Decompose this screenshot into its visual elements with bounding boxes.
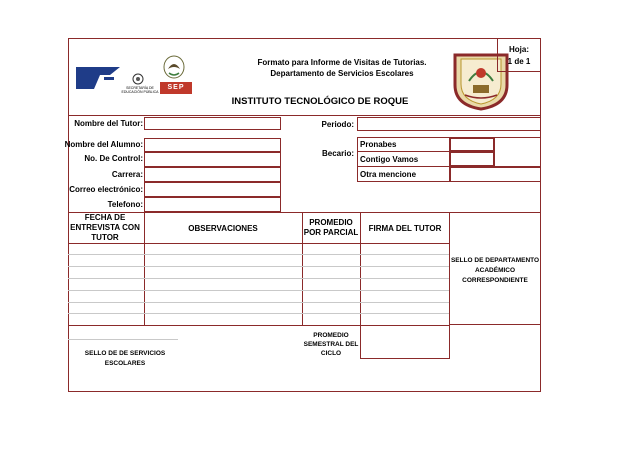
col-fecha-line3: TUTOR (91, 233, 119, 242)
stamp-line2: ACADÉMICO (474, 267, 516, 274)
promedio-semestral-line1: PROMEDIO (313, 332, 349, 339)
form-title-line1: Formato para Informe de Visitas de Tutorias. (257, 58, 427, 67)
col-firma-header: FIRMA DEL TUTOR (368, 224, 442, 233)
telefono-label: Telefono: (107, 200, 143, 209)
sep-caption-line2: EDUCACIÓN PÚBLICA (121, 90, 159, 94)
correo-label: Correo electrónico: (69, 185, 143, 194)
sheet-value: 1 de 1 (507, 57, 531, 66)
stamp-line1: SELLO DE DEPARTAMENTO (450, 257, 540, 264)
table-header-bottom (68, 243, 450, 244)
becario-label: Becario: (321, 149, 354, 158)
becario-divider-v2 (494, 137, 495, 167)
table-vline-2 (302, 212, 303, 325)
col-fecha-line2: ENTREVISTA CON (70, 223, 140, 232)
control-label: No. De Control: (84, 154, 143, 163)
sep-small-seal-icon (132, 72, 144, 84)
sep-caption (120, 86, 160, 94)
promedio-semestral-field[interactable] (360, 325, 450, 359)
becario-option-1: Pronabes (360, 140, 397, 149)
promedio-semestral-label (302, 331, 360, 358)
alumno-field[interactable] (144, 138, 281, 152)
table-row-line (68, 266, 449, 267)
header-divider (68, 115, 541, 116)
table-vline-3 (360, 212, 361, 325)
becario-check-2[interactable] (450, 152, 494, 166)
col-promedio-header (302, 218, 360, 238)
stamp-line3: CORRESPONDIENTE (462, 277, 528, 284)
sello-servicios-label (70, 349, 180, 369)
col-promedio-line2: POR PARCIAL (303, 228, 359, 237)
tutor-label: Nombre del Tutor: (74, 119, 143, 128)
correo-field[interactable] (144, 182, 281, 197)
institute-name: INSTITUTO TECNOLÓGICO DE ROQUE (231, 96, 409, 107)
carrera-label: Carrera: (111, 170, 143, 179)
signature-line (68, 339, 178, 340)
tecnm-logo (74, 63, 122, 93)
table-row-line (68, 278, 449, 279)
alumno-label: Nombre del Alumno: (64, 140, 143, 149)
col-promedio-line1: PROMEDIO (309, 218, 353, 227)
tutor-field[interactable] (144, 117, 281, 130)
sheet-label: Hoja: (509, 45, 529, 54)
sello-servicios-line1: SELLO DE DE SERVICIOS (84, 350, 166, 357)
col-fecha-header (62, 213, 148, 243)
form-title-line2: Departamento de Servicios Escolares (270, 69, 414, 78)
control-field[interactable] (144, 152, 281, 167)
periodo-field[interactable] (357, 117, 541, 131)
promedio-semestral-line3: CICLO (320, 350, 342, 357)
table-row-line (68, 313, 449, 314)
table-row-line (68, 254, 449, 255)
table-vline-1 (144, 212, 145, 325)
table-row-line (68, 290, 449, 291)
becario-option-3: Otra mencione (360, 170, 417, 179)
sello-servicios-line2: ESCOLARES (104, 360, 146, 367)
becario-check-1[interactable] (450, 138, 494, 151)
sep-logo-text: SEP (167, 84, 185, 91)
sep-caption-line1: SECRETARÍA DE (126, 86, 154, 90)
becario-option-2: Contigo Vamos (360, 155, 419, 164)
becario-other-field[interactable] (450, 167, 541, 182)
form-title (222, 57, 462, 79)
table-row-line (68, 302, 449, 303)
col-fecha-line1: FECHA DE (84, 213, 126, 222)
mexico-eagle-seal-icon (162, 55, 186, 81)
telefono-field[interactable] (144, 197, 281, 212)
carrera-field[interactable] (144, 167, 281, 182)
sep-logo (160, 82, 192, 94)
periodo-label: Periodo: (321, 120, 354, 129)
department-stamp-label (449, 256, 541, 286)
col-observaciones-header: OBSERVACIONES (188, 224, 258, 233)
promedio-semestral-line2: SEMESTRAL DEL (303, 341, 359, 348)
